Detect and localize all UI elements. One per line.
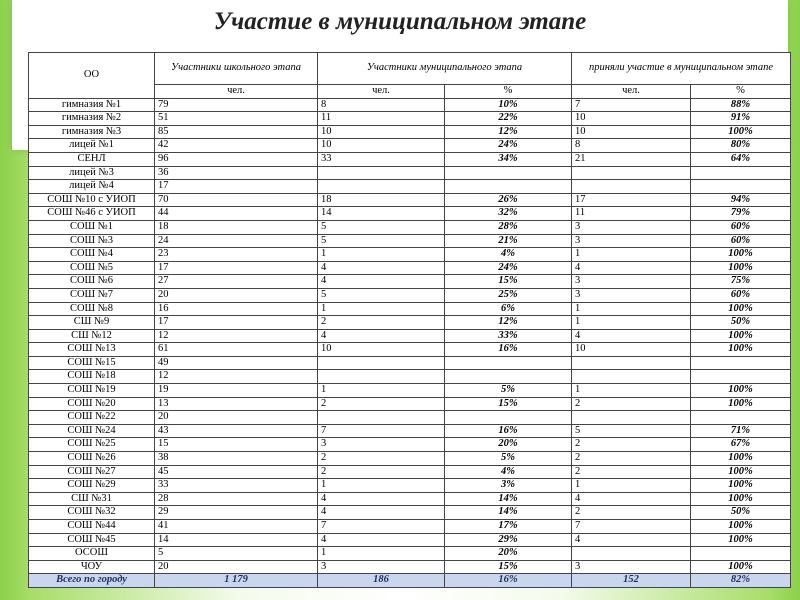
took-part-count-cell bbox=[572, 166, 691, 180]
took-part-count-cell: 17 bbox=[572, 193, 691, 207]
total-row bbox=[29, 574, 791, 588]
municipal-pct-cell: 17% bbox=[445, 520, 572, 534]
school-count-cell: 79 bbox=[155, 98, 318, 112]
municipal-count-cell bbox=[318, 411, 445, 425]
org-name-cell: СЕНЛ bbox=[29, 152, 155, 166]
took-part-pct-cell: 60% bbox=[691, 220, 791, 234]
municipal-count-cell: 4 bbox=[318, 275, 445, 289]
org-name-cell: СШ №12 bbox=[29, 329, 155, 343]
municipal-pct-cell: 15% bbox=[445, 275, 572, 289]
municipal-pct-cell: 34% bbox=[445, 152, 572, 166]
municipal-count-cell bbox=[318, 370, 445, 384]
municipal-pct-cell: 15% bbox=[445, 560, 572, 574]
municipal-pct-cell bbox=[445, 411, 572, 425]
took-part-count-cell bbox=[572, 356, 691, 370]
total-municipal-count-cell: 186 bbox=[318, 574, 445, 588]
table-row bbox=[29, 397, 791, 411]
municipal-pct-cell: 12% bbox=[445, 125, 572, 139]
municipal-count-cell: 18 bbox=[318, 193, 445, 207]
took-part-pct-cell: 50% bbox=[691, 506, 791, 520]
took-part-count-cell: 4 bbox=[572, 492, 691, 506]
took-part-count-cell: 8 bbox=[572, 139, 691, 153]
org-name-cell: СОШ №1 bbox=[29, 220, 155, 234]
municipal-count-cell: 4 bbox=[318, 492, 445, 506]
municipal-pct-cell: 10% bbox=[445, 98, 572, 112]
org-name-cell: СОШ №6 bbox=[29, 275, 155, 289]
municipal-count-cell: 4 bbox=[318, 261, 445, 275]
org-name-cell: лицей №1 bbox=[29, 139, 155, 153]
municipal-count-cell: 33 bbox=[318, 152, 445, 166]
table-row bbox=[29, 438, 791, 452]
table-row bbox=[29, 261, 791, 275]
school-count-cell: 36 bbox=[155, 166, 318, 180]
header-unit-pct: % bbox=[691, 85, 791, 99]
table-row bbox=[29, 452, 791, 466]
participation-table bbox=[28, 52, 791, 588]
page-title: Участие в муниципальном этапе bbox=[213, 8, 587, 35]
table-row bbox=[29, 465, 791, 479]
municipal-pct-cell: 15% bbox=[445, 397, 572, 411]
org-name-cell: СОШ №10 с УИОП bbox=[29, 193, 155, 207]
school-count-cell: 43 bbox=[155, 424, 318, 438]
municipal-pct-cell: 22% bbox=[445, 112, 572, 126]
school-count-cell: 61 bbox=[155, 343, 318, 357]
org-name-cell: СОШ №4 bbox=[29, 248, 155, 262]
table-row bbox=[29, 316, 791, 330]
took-part-count-cell: 2 bbox=[572, 506, 691, 520]
took-part-pct-cell: 100% bbox=[691, 302, 791, 316]
table-row bbox=[29, 180, 791, 194]
municipal-pct-cell: 20% bbox=[445, 547, 572, 561]
header-unit-count: чел. bbox=[318, 85, 445, 99]
table-row bbox=[29, 152, 791, 166]
municipal-count-cell: 2 bbox=[318, 397, 445, 411]
municipal-count-cell: 4 bbox=[318, 506, 445, 520]
municipal-count-cell: 1 bbox=[318, 302, 445, 316]
took-part-count-cell: 10 bbox=[572, 112, 691, 126]
org-name-cell: СОШ №27 bbox=[29, 465, 155, 479]
org-name-cell: гимназия №3 bbox=[29, 125, 155, 139]
took-part-count-cell: 4 bbox=[572, 533, 691, 547]
took-part-pct-cell: 91% bbox=[691, 112, 791, 126]
municipal-pct-cell: 14% bbox=[445, 506, 572, 520]
table-row bbox=[29, 302, 791, 316]
municipal-count-cell: 2 bbox=[318, 465, 445, 479]
school-count-cell: 20 bbox=[155, 288, 318, 302]
took-part-pct-cell: 100% bbox=[691, 533, 791, 547]
school-count-cell: 17 bbox=[155, 316, 318, 330]
org-name-cell: СОШ №3 bbox=[29, 234, 155, 248]
header-unit-count: чел. bbox=[572, 85, 691, 99]
took-part-pct-cell: 100% bbox=[691, 465, 791, 479]
municipal-count-cell bbox=[318, 356, 445, 370]
took-part-count-cell: 3 bbox=[572, 234, 691, 248]
took-part-count-cell: 1 bbox=[572, 479, 691, 493]
municipal-count-cell bbox=[318, 180, 445, 194]
table-row bbox=[29, 370, 791, 384]
school-count-cell: 13 bbox=[155, 397, 318, 411]
took-part-count-cell: 3 bbox=[572, 220, 691, 234]
org-name-cell: СОШ №26 bbox=[29, 452, 155, 466]
municipal-pct-cell: 29% bbox=[445, 533, 572, 547]
school-count-cell: 45 bbox=[155, 465, 318, 479]
municipal-count-cell: 8 bbox=[318, 98, 445, 112]
table-row bbox=[29, 193, 791, 207]
school-count-cell: 42 bbox=[155, 139, 318, 153]
org-name-cell: СОШ №19 bbox=[29, 384, 155, 398]
took-part-count-cell: 1 bbox=[572, 384, 691, 398]
municipal-pct-cell: 25% bbox=[445, 288, 572, 302]
municipal-pct-cell: 5% bbox=[445, 384, 572, 398]
school-count-cell: 5 bbox=[155, 547, 318, 561]
school-count-cell: 51 bbox=[155, 112, 318, 126]
table-row bbox=[29, 288, 791, 302]
took-part-pct-cell: 94% bbox=[691, 193, 791, 207]
table-row bbox=[29, 166, 791, 180]
took-part-count-cell: 4 bbox=[572, 329, 691, 343]
took-part-pct-cell: 100% bbox=[691, 452, 791, 466]
municipal-count-cell: 5 bbox=[318, 220, 445, 234]
municipal-count-cell: 1 bbox=[318, 248, 445, 262]
table-row bbox=[29, 207, 791, 221]
school-count-cell: 44 bbox=[155, 207, 318, 221]
header-school-stage: Участники школьного этапа bbox=[155, 53, 318, 85]
org-name-cell: СОШ №18 bbox=[29, 370, 155, 384]
org-name-cell: СШ №31 bbox=[29, 492, 155, 506]
org-name-cell: СОШ №29 bbox=[29, 479, 155, 493]
took-part-pct-cell: 60% bbox=[691, 288, 791, 302]
took-part-count-cell: 3 bbox=[572, 560, 691, 574]
municipal-pct-cell: 4% bbox=[445, 248, 572, 262]
total-org-name-cell: Всего по городу bbox=[29, 574, 155, 588]
municipal-count-cell: 5 bbox=[318, 288, 445, 302]
org-name-cell: лицей №3 bbox=[29, 166, 155, 180]
table-row bbox=[29, 424, 791, 438]
table-row bbox=[29, 248, 791, 262]
took-part-pct-cell: 100% bbox=[691, 492, 791, 506]
org-name-cell: СОШ №22 bbox=[29, 411, 155, 425]
took-part-pct-cell: 64% bbox=[691, 152, 791, 166]
school-count-cell: 85 bbox=[155, 125, 318, 139]
took-part-pct-cell: 100% bbox=[691, 343, 791, 357]
municipal-pct-cell: 33% bbox=[445, 329, 572, 343]
took-part-count-cell: 2 bbox=[572, 452, 691, 466]
school-count-cell: 96 bbox=[155, 152, 318, 166]
org-name-cell: СОШ №15 bbox=[29, 356, 155, 370]
took-part-pct-cell: 71% bbox=[691, 424, 791, 438]
table-row bbox=[29, 220, 791, 234]
took-part-pct-cell: 100% bbox=[691, 479, 791, 493]
municipal-count-cell bbox=[318, 166, 445, 180]
table-row bbox=[29, 343, 791, 357]
took-part-count-cell: 2 bbox=[572, 465, 691, 479]
table-row bbox=[29, 506, 791, 520]
took-part-count-cell: 21 bbox=[572, 152, 691, 166]
municipal-count-cell: 2 bbox=[318, 316, 445, 330]
municipal-pct-cell: 20% bbox=[445, 438, 572, 452]
school-count-cell: 27 bbox=[155, 275, 318, 289]
municipal-count-cell: 10 bbox=[318, 139, 445, 153]
org-name-cell: СОШ №24 bbox=[29, 424, 155, 438]
took-part-pct-cell: 100% bbox=[691, 261, 791, 275]
municipal-pct-cell: 32% bbox=[445, 207, 572, 221]
table-row bbox=[29, 112, 791, 126]
municipal-pct-cell: 4% bbox=[445, 465, 572, 479]
municipal-count-cell: 14 bbox=[318, 207, 445, 221]
table-row bbox=[29, 234, 791, 248]
took-part-pct-cell bbox=[691, 370, 791, 384]
municipal-count-cell: 7 bbox=[318, 520, 445, 534]
table-row bbox=[29, 384, 791, 398]
took-part-count-cell: 11 bbox=[572, 207, 691, 221]
org-name-cell: гимназия №1 bbox=[29, 98, 155, 112]
municipal-pct-cell bbox=[445, 356, 572, 370]
school-count-cell: 41 bbox=[155, 520, 318, 534]
took-part-pct-cell bbox=[691, 180, 791, 194]
school-count-cell: 23 bbox=[155, 248, 318, 262]
took-part-count-cell: 1 bbox=[572, 302, 691, 316]
table-row bbox=[29, 356, 791, 370]
took-part-pct-cell bbox=[691, 166, 791, 180]
municipal-count-cell: 3 bbox=[318, 560, 445, 574]
school-count-cell: 38 bbox=[155, 452, 318, 466]
school-count-cell: 70 bbox=[155, 193, 318, 207]
table-row bbox=[29, 329, 791, 343]
municipal-count-cell: 4 bbox=[318, 533, 445, 547]
table-row bbox=[29, 560, 791, 574]
school-count-cell: 19 bbox=[155, 384, 318, 398]
school-count-cell: 12 bbox=[155, 329, 318, 343]
total-took-part-count-cell: 152 bbox=[572, 574, 691, 588]
table-body bbox=[29, 98, 791, 587]
total-school-count-cell: 1 179 bbox=[155, 574, 318, 588]
municipal-pct-cell bbox=[445, 370, 572, 384]
org-name-cell: СОШ №44 bbox=[29, 520, 155, 534]
municipal-count-cell: 2 bbox=[318, 452, 445, 466]
org-name-cell: СОШ №5 bbox=[29, 261, 155, 275]
municipal-count-cell: 7 bbox=[318, 424, 445, 438]
table-row bbox=[29, 520, 791, 534]
took-part-count-cell: 2 bbox=[572, 438, 691, 452]
municipal-pct-cell: 14% bbox=[445, 492, 572, 506]
municipal-pct-cell: 16% bbox=[445, 343, 572, 357]
municipal-pct-cell: 24% bbox=[445, 139, 572, 153]
took-part-count-cell: 1 bbox=[572, 248, 691, 262]
municipal-count-cell: 4 bbox=[318, 329, 445, 343]
school-count-cell: 29 bbox=[155, 506, 318, 520]
took-part-count-cell: 10 bbox=[572, 125, 691, 139]
municipal-count-cell: 3 bbox=[318, 438, 445, 452]
school-count-cell: 33 bbox=[155, 479, 318, 493]
table-row bbox=[29, 125, 791, 139]
took-part-pct-cell: 67% bbox=[691, 438, 791, 452]
table-row bbox=[29, 411, 791, 425]
municipal-count-cell: 1 bbox=[318, 384, 445, 398]
took-part-count-cell: 10 bbox=[572, 343, 691, 357]
took-part-pct-cell: 60% bbox=[691, 234, 791, 248]
municipal-pct-cell: 24% bbox=[445, 261, 572, 275]
municipal-count-cell: 1 bbox=[318, 547, 445, 561]
took-part-pct-cell: 100% bbox=[691, 329, 791, 343]
total-took-part-pct-cell: 82% bbox=[691, 574, 791, 588]
school-count-cell: 14 bbox=[155, 533, 318, 547]
municipal-pct-cell: 6% bbox=[445, 302, 572, 316]
participation-table-container bbox=[28, 52, 790, 588]
org-name-cell: СОШ №8 bbox=[29, 302, 155, 316]
took-part-pct-cell: 75% bbox=[691, 275, 791, 289]
took-part-pct-cell bbox=[691, 411, 791, 425]
took-part-pct-cell: 100% bbox=[691, 384, 791, 398]
header-unit-pct: % bbox=[445, 85, 572, 99]
header-municipal-stage: Участники муниципального этапа bbox=[318, 53, 572, 85]
took-part-pct-cell: 100% bbox=[691, 248, 791, 262]
municipal-pct-cell bbox=[445, 180, 572, 194]
municipal-count-cell: 11 bbox=[318, 112, 445, 126]
school-count-cell: 18 bbox=[155, 220, 318, 234]
org-name-cell: СОШ №7 bbox=[29, 288, 155, 302]
org-name-cell: СШ №9 bbox=[29, 316, 155, 330]
took-part-count-cell: 3 bbox=[572, 288, 691, 302]
took-part-count-cell: 2 bbox=[572, 397, 691, 411]
school-count-cell: 49 bbox=[155, 356, 318, 370]
municipal-count-cell: 10 bbox=[318, 343, 445, 357]
municipal-pct-cell: 28% bbox=[445, 220, 572, 234]
took-part-pct-cell: 100% bbox=[691, 560, 791, 574]
org-name-cell: лицей №4 bbox=[29, 180, 155, 194]
org-name-cell: СОШ №46 с УИОП bbox=[29, 207, 155, 221]
took-part-pct-cell: 88% bbox=[691, 98, 791, 112]
municipal-pct-cell: 21% bbox=[445, 234, 572, 248]
school-count-cell: 20 bbox=[155, 411, 318, 425]
school-count-cell: 15 bbox=[155, 438, 318, 452]
municipal-pct-cell: 16% bbox=[445, 424, 572, 438]
org-name-cell: гимназия №2 bbox=[29, 112, 155, 126]
org-name-cell: СОШ №13 bbox=[29, 343, 155, 357]
school-count-cell: 17 bbox=[155, 180, 318, 194]
org-name-cell: СОШ №45 bbox=[29, 533, 155, 547]
school-count-cell: 16 bbox=[155, 302, 318, 316]
took-part-count-cell bbox=[572, 370, 691, 384]
took-part-pct-cell: 100% bbox=[691, 397, 791, 411]
municipal-pct-cell: 26% bbox=[445, 193, 572, 207]
took-part-count-cell: 3 bbox=[572, 275, 691, 289]
school-count-cell: 12 bbox=[155, 370, 318, 384]
org-name-cell: СОШ №32 bbox=[29, 506, 155, 520]
municipal-pct-cell: 3% bbox=[445, 479, 572, 493]
table-row bbox=[29, 492, 791, 506]
took-part-pct-cell: 79% bbox=[691, 207, 791, 221]
table-row bbox=[29, 139, 791, 153]
header-unit-count: чел. bbox=[155, 85, 318, 99]
table-row bbox=[29, 479, 791, 493]
municipal-pct-cell: 12% bbox=[445, 316, 572, 330]
school-count-cell: 24 bbox=[155, 234, 318, 248]
total-municipal-pct-cell: 16% bbox=[445, 574, 572, 588]
header-took-part: приняли участие в муниципальном этапе bbox=[572, 53, 791, 85]
municipal-count-cell: 1 bbox=[318, 479, 445, 493]
took-part-count-cell: 7 bbox=[572, 98, 691, 112]
school-count-cell: 17 bbox=[155, 261, 318, 275]
took-part-count-cell: 4 bbox=[572, 261, 691, 275]
took-part-count-cell bbox=[572, 547, 691, 561]
took-part-pct-cell bbox=[691, 356, 791, 370]
municipal-pct-cell: 5% bbox=[445, 452, 572, 466]
org-name-cell: СОШ №25 bbox=[29, 438, 155, 452]
took-part-count-cell bbox=[572, 411, 691, 425]
header-org: ОО bbox=[29, 53, 155, 99]
took-part-pct-cell: 80% bbox=[691, 139, 791, 153]
took-part-count-cell bbox=[572, 180, 691, 194]
school-count-cell: 28 bbox=[155, 492, 318, 506]
took-part-count-cell: 7 bbox=[572, 520, 691, 534]
took-part-count-cell: 5 bbox=[572, 424, 691, 438]
table-row bbox=[29, 547, 791, 561]
municipal-pct-cell bbox=[445, 166, 572, 180]
municipal-count-cell: 5 bbox=[318, 234, 445, 248]
org-name-cell: ОСОШ bbox=[29, 547, 155, 561]
took-part-pct-cell bbox=[691, 547, 791, 561]
took-part-pct-cell: 100% bbox=[691, 520, 791, 534]
table-row bbox=[29, 275, 791, 289]
org-name-cell: СОШ №20 bbox=[29, 397, 155, 411]
took-part-pct-cell: 100% bbox=[691, 125, 791, 139]
table-row bbox=[29, 98, 791, 112]
table-row bbox=[29, 533, 791, 547]
school-count-cell: 20 bbox=[155, 560, 318, 574]
municipal-count-cell: 10 bbox=[318, 125, 445, 139]
org-name-cell: ЧОУ bbox=[29, 560, 155, 574]
took-part-pct-cell: 50% bbox=[691, 316, 791, 330]
took-part-count-cell: 1 bbox=[572, 316, 691, 330]
